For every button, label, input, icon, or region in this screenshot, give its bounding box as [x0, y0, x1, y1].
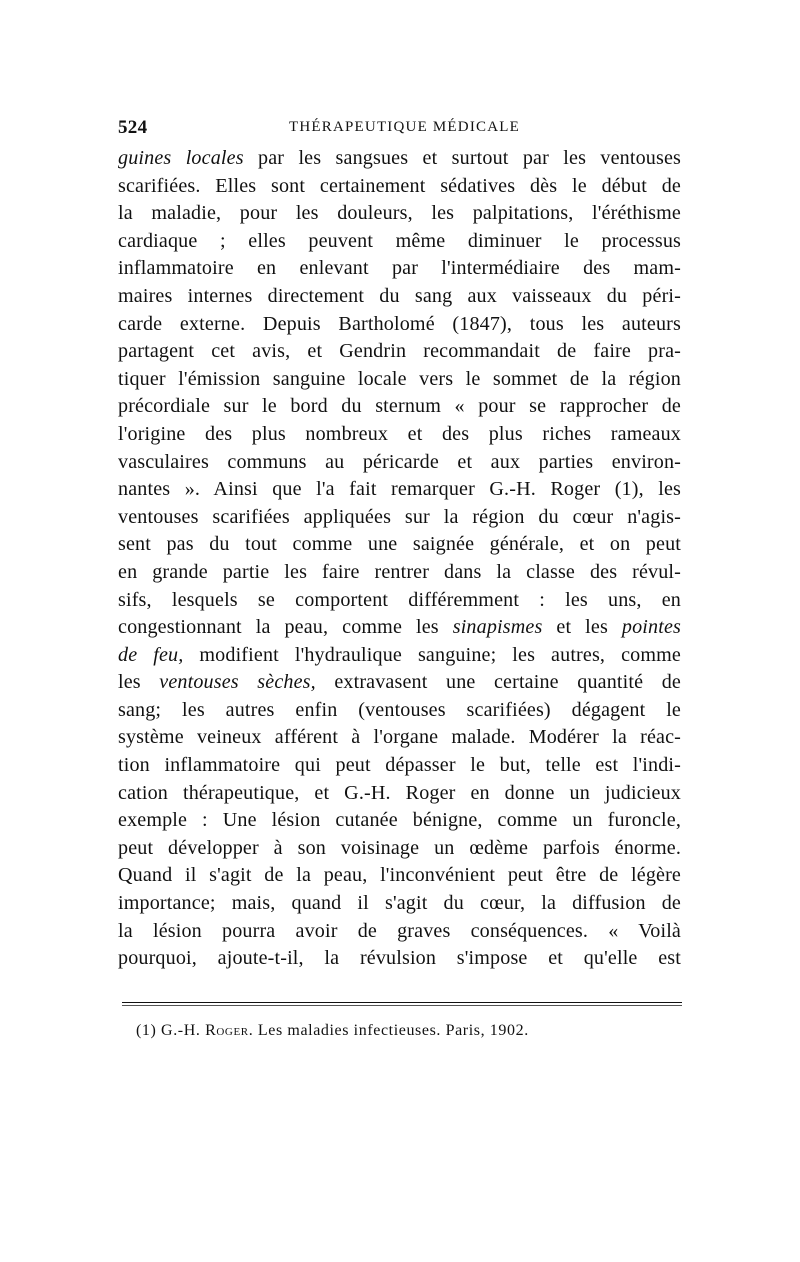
- text-line: vasculaires communs au péricarde et aux parties environ-: [118, 450, 681, 473]
- text-line: maires internes directement du sang aux vaisseaux du péri-: [118, 284, 681, 307]
- text-fragment: extravasent une certaine quantité de: [315, 671, 681, 694]
- text-line: sent pas du tout comme une saignée générale, et on peut: [118, 533, 681, 556]
- footnote-rule-thin: [122, 1005, 682, 1006]
- text-line: [118, 614, 681, 642]
- text-line: la maladie, pour les douleurs, les palpitations, l'éréthisme: [118, 202, 681, 225]
- text-fragment: congestionnant la peau, comme les: [118, 616, 453, 639]
- body-paragraph: [118, 145, 681, 973]
- italic-term: sinapismes: [452, 616, 543, 639]
- italic-term: pointes: [621, 616, 682, 639]
- footnote-reference: . Les maladies infectieuses. Paris, 1902.: [248, 1022, 529, 1039]
- page-number: 524: [118, 117, 148, 138]
- text-fragment: par les sangsues et surtout par les ventouses: [243, 147, 681, 169]
- running-title: THÉRAPEUTIQUE MÉDICALE: [289, 119, 520, 135]
- footnote-marker: (1) G.-H.: [136, 1022, 206, 1039]
- text-line: l'origine des plus nombreux et des plus riches rameaux: [118, 422, 681, 445]
- text-line: cardiaque ; elles peuvent même diminuer le processus: [118, 229, 681, 252]
- italic-term: de feu,: [118, 643, 184, 666]
- text-line: tion inflammatoire qui peut dépasser le but, telle est l'indi-: [118, 754, 681, 777]
- text-line: nantes ». Ainsi que l'a fait remarquer G.-H. Roger (1), les: [118, 478, 681, 501]
- text-fragment: modifient l'hydraulique sanguine; les autres, comme: [183, 643, 681, 666]
- text-line: [118, 669, 681, 697]
- text-fragment: et les: [542, 616, 622, 639]
- footnote: [136, 1022, 529, 1040]
- text-line: sang; les autres enfin (ventouses scarifiées) dégagent le: [118, 698, 681, 721]
- text-line: importance; mais, quand il s'agit du cœur, la diffusion de: [118, 892, 681, 915]
- footnote-rule: [122, 1002, 682, 1003]
- text-line: système veineux afférent à l'organe malade. Modérer la réac-: [118, 726, 681, 749]
- text-line: la lésion pourra avoir de graves conséquences. « Voilà: [118, 919, 681, 942]
- text-line: [118, 642, 681, 670]
- running-head: [118, 117, 681, 141]
- italic-term: ventouses sèches,: [159, 671, 316, 694]
- text-line: pourquoi, ajoute-t-il, la révulsion s'impose et qu'elle est: [118, 947, 681, 970]
- text-line: scarifiées. Elles sont certainement sédatives dès le début de: [118, 174, 681, 197]
- text-line: en grande partie les faire rentrer dans la classe des révul-: [118, 560, 681, 583]
- text-line: Quand il s'agit de la peau, l'inconvénient peut être de légère: [118, 864, 681, 887]
- italic-term: guines locales: [118, 147, 244, 169]
- text-line: inflammatoire en enlevant par l'intermédiaire des mam-: [118, 257, 681, 280]
- text-line: exemple : Une lésion cutanée bénigne, comme un furoncle,: [118, 809, 681, 832]
- text-line: peut développer à son voisinage un œdème parfois énorme.: [118, 836, 681, 859]
- text-fragment: les: [118, 671, 160, 694]
- text-line: ventouses scarifiées appliquées sur la région du cœur n'agis-: [118, 505, 681, 528]
- text-line: carde externe. Depuis Bartholomé (1847), tous les auteurs: [118, 312, 681, 335]
- footnote-author: Roger: [205, 1022, 249, 1039]
- text-line: précordiale sur le bord du sternum « pour se rapprocher de: [118, 395, 681, 418]
- text-line: tiquer l'émission sanguine locale vers le sommet de la région: [118, 367, 681, 390]
- text-line: [118, 145, 681, 173]
- text-line: partagent cet avis, et Gendrin recommandait de faire pra-: [118, 340, 681, 363]
- text-line: cation thérapeutique, et G.-H. Roger en donne un judicieux: [118, 781, 681, 804]
- text-line: sifs, lesquels se comportent différemment : les uns, en: [118, 588, 681, 611]
